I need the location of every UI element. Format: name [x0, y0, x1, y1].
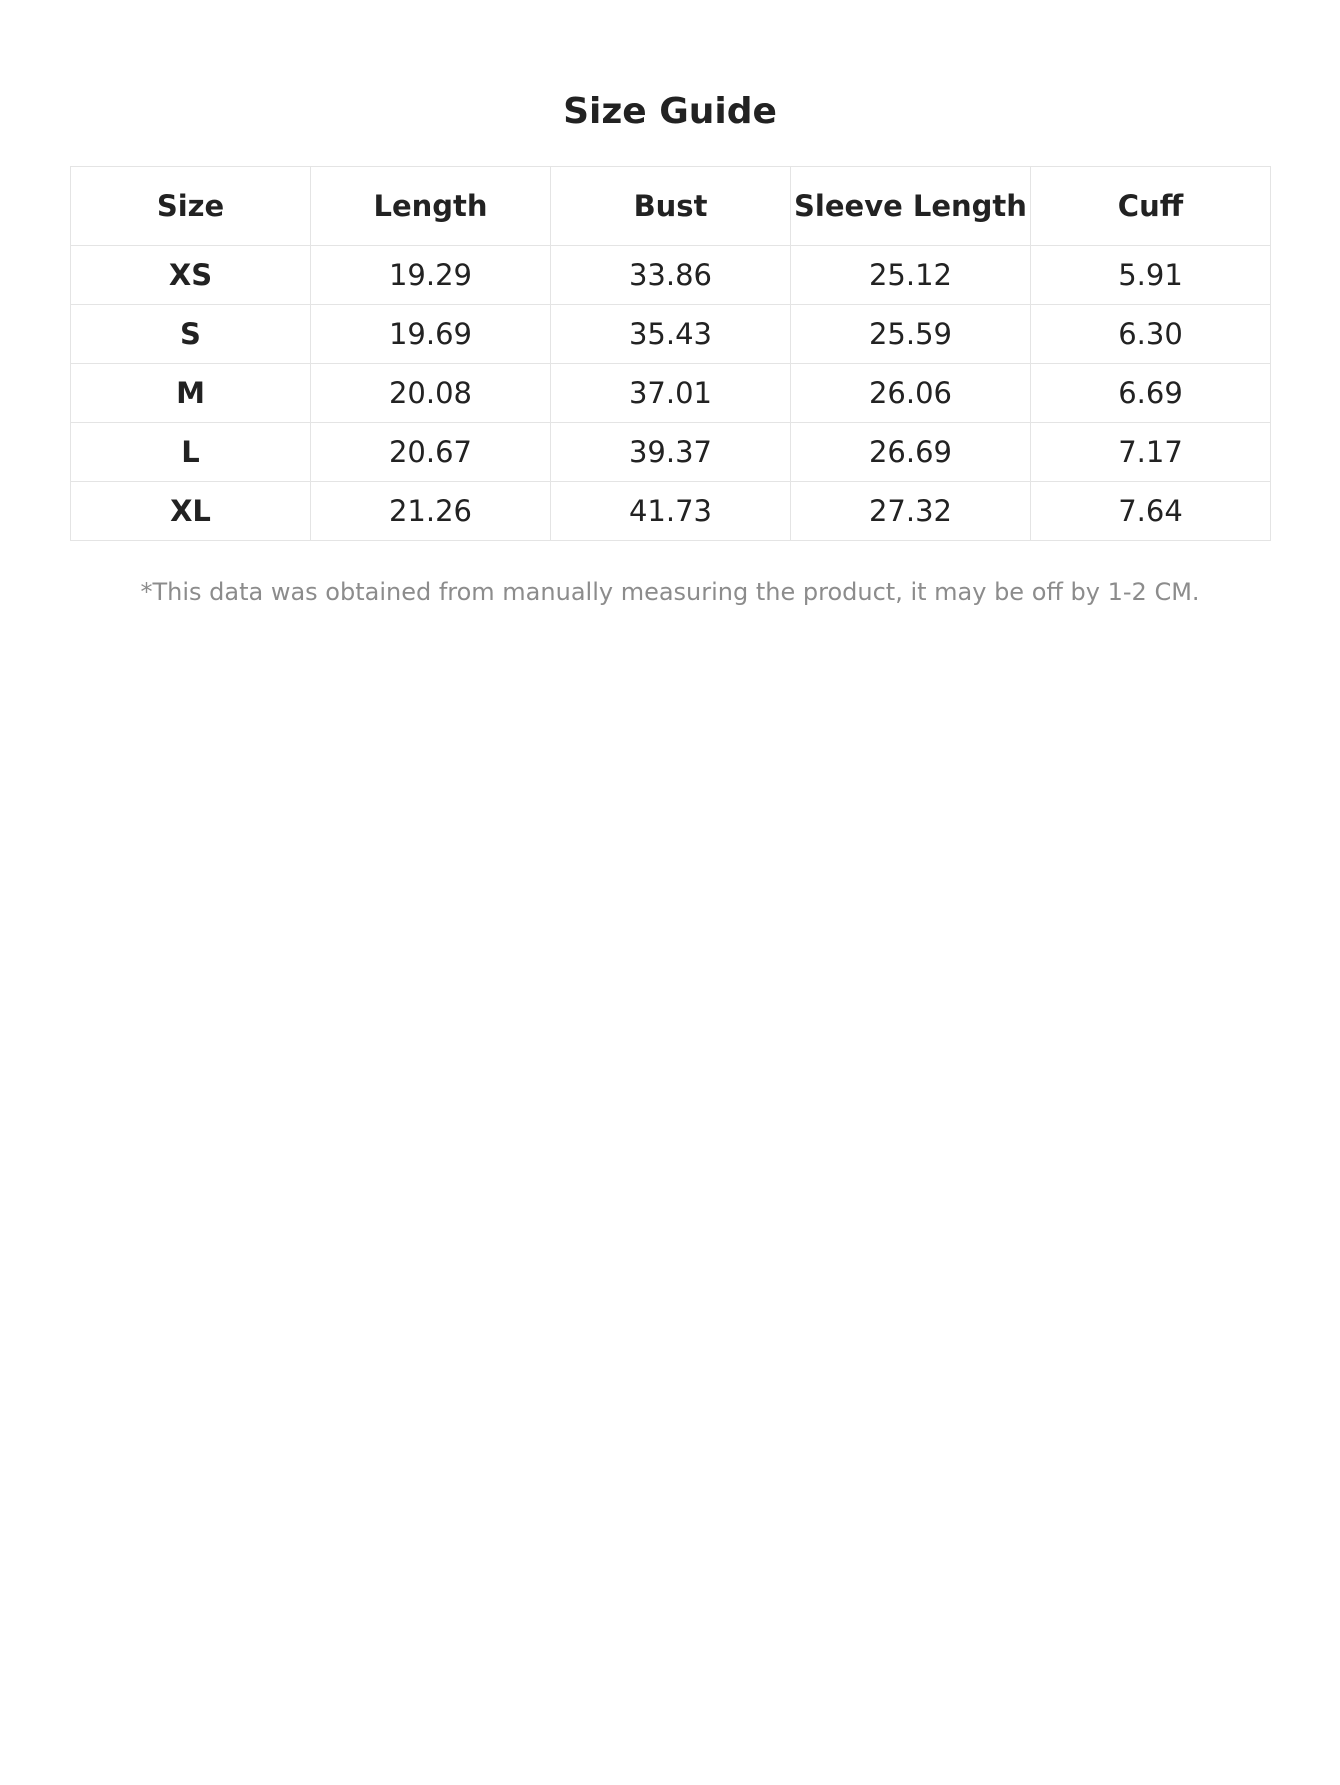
- cuff-cell: 6.69: [1031, 364, 1271, 423]
- size-cell: XL: [71, 482, 311, 541]
- table-header-row: [71, 167, 1271, 246]
- bust-cell: 35.43: [551, 305, 791, 364]
- size-cell: XS: [71, 246, 311, 305]
- column-header-size: Size: [71, 167, 311, 246]
- length-cell: 19.69: [311, 305, 551, 364]
- size-cell: L: [71, 423, 311, 482]
- size-guide-table: [70, 166, 1271, 541]
- bust-cell: 39.37: [551, 423, 791, 482]
- table-row: [71, 364, 1271, 423]
- cuff-cell: 7.64: [1031, 482, 1271, 541]
- size-cell: S: [71, 305, 311, 364]
- sleeve-length-cell: 25.12: [791, 246, 1031, 305]
- measurement-footnote: *This data was obtained from manually measuring the product, it may be off by 1-2 CM.: [140, 578, 1200, 606]
- column-header-bust: Bust: [551, 167, 791, 246]
- table-row: [71, 305, 1271, 364]
- length-cell: 20.08: [311, 364, 551, 423]
- table-row: [71, 482, 1271, 541]
- size-cell: M: [71, 364, 311, 423]
- length-cell: 19.29: [311, 246, 551, 305]
- column-header-length: Length: [311, 167, 551, 246]
- column-header-sleeve-length: Sleeve Length: [791, 167, 1031, 246]
- cuff-cell: 5.91: [1031, 246, 1271, 305]
- table-row: [71, 423, 1271, 482]
- column-header-cuff: Cuff: [1031, 167, 1271, 246]
- bust-cell: 33.86: [551, 246, 791, 305]
- sleeve-length-cell: 26.06: [791, 364, 1031, 423]
- sleeve-length-cell: 27.32: [791, 482, 1031, 541]
- table-row: [71, 246, 1271, 305]
- length-cell: 21.26: [311, 482, 551, 541]
- page-title: Size Guide: [563, 91, 777, 133]
- sleeve-length-cell: 25.59: [791, 305, 1031, 364]
- sleeve-length-cell: 26.69: [791, 423, 1031, 482]
- cuff-cell: 6.30: [1031, 305, 1271, 364]
- bust-cell: 41.73: [551, 482, 791, 541]
- cuff-cell: 7.17: [1031, 423, 1271, 482]
- bust-cell: 37.01: [551, 364, 791, 423]
- length-cell: 20.67: [311, 423, 551, 482]
